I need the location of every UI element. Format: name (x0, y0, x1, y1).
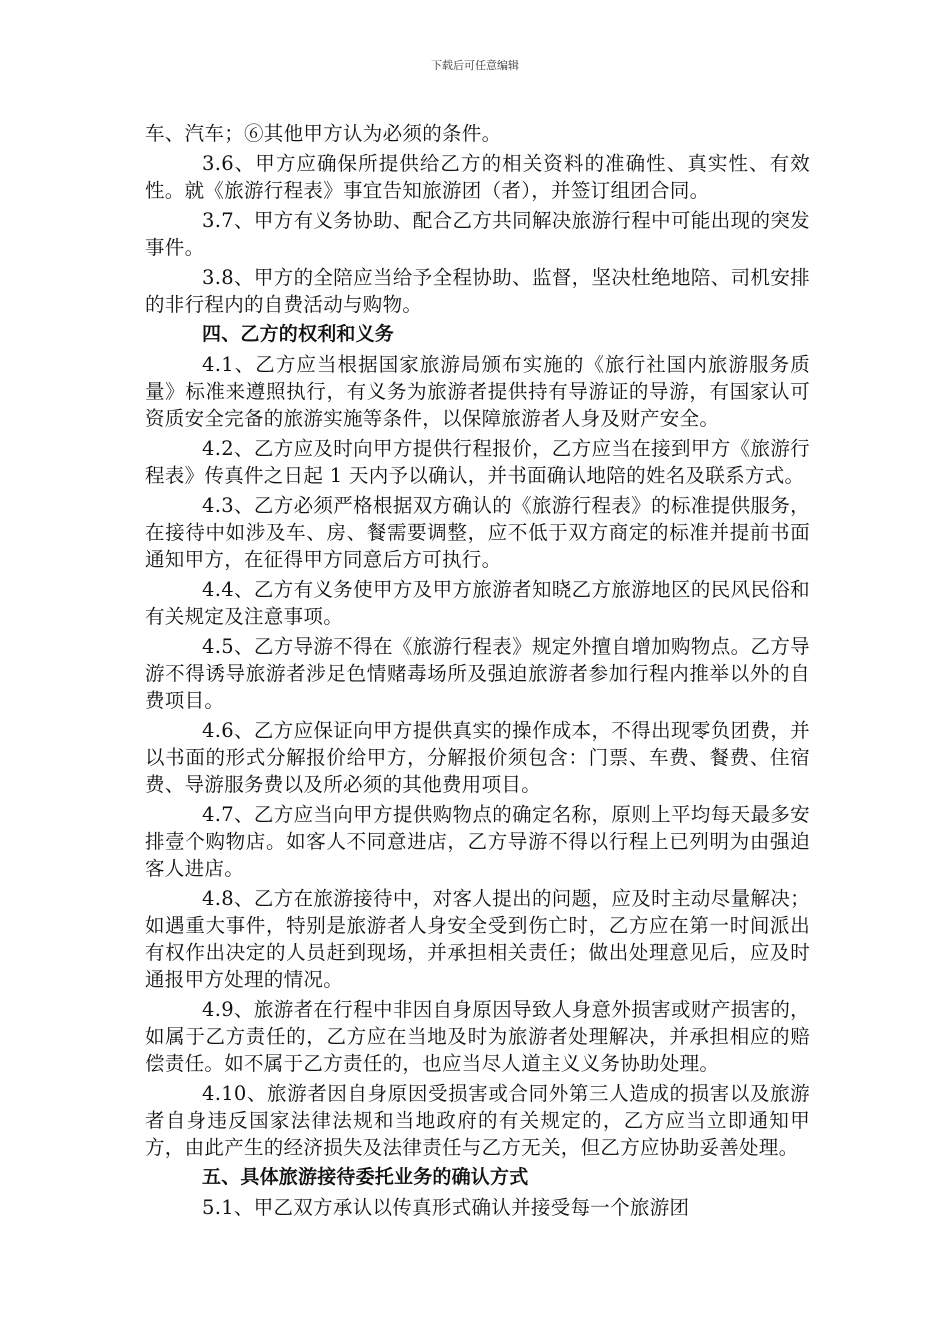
clause-4-10: 4.10、旅游者因自身原因受损害或合同外第三人造成的损害以及旅游者自身违反国家法律法规和当地政府的有关规定的，乙方应当立即通知甲方，由此产生的经济损失及法律责任与乙方无关，但乙方应协助妥善处理。 (145, 1082, 810, 1159)
clause-3-8: 3.8、甲方的全陪应当给予全程协助、监督，坚决杜绝地陪、司机安排的非行程内的自费活动与购物。 (145, 266, 810, 316)
paragraph-continuation: 车、汽车；⑥其他甲方认为必须的条件。 (145, 122, 502, 145)
section-heading-4: 四、乙方的权利和义务 (202, 323, 395, 345)
clause-4-6: 4.6、乙方应保证向甲方提供真实的操作成本，不得出现零负团费，并以书面的形式分解报价给甲方，分解报价须包含：门票、车费、餐费、住宿费、导游服务费以及所必须的其他费用项目。 (145, 719, 810, 796)
clause-4-5: 4.5、乙方导游不得在《旅游行程表》规定外擅自增加购物点。乙方导游不得诱导旅游者涉足色情赌毒场所及强迫旅游者参加行程内推举以外的自费项目。 (145, 635, 810, 712)
clause-4-3: 4.3、乙方必须严格根据双方确认的《旅游行程表》的标准提供服务，在接待中如涉及车、房、餐需要调整，应不低于双方商定的标准并提前书面通知甲方，在征得甲方同意后方可执行。 (145, 494, 810, 571)
clause-4-4: 4.4、乙方有义务使甲方及甲方旅游者知晓乙方旅游地区的民风民俗和有关规定及注意事项。 (145, 578, 810, 628)
clause-3-7: 3.7、甲方有义务协助、配合乙方共同解决旅游行程中可能出现的突发事件。 (145, 209, 810, 259)
page-header-note: 下载后可任意编辑 (431, 59, 519, 72)
clause-4-7: 4.7、乙方应当向甲方提供购物点的确定名称，原则上平均每天最多安排壹个购物店。如客人不同意进店，乙方导游不得以行程上已列明为由强迫客人进店。 (145, 803, 810, 880)
clause-4-8: 4.8、乙方在旅游接待中，对客人提出的问题，应及时主动尽量解决；如遇重大事件，特别是旅游者人身安全受到伤亡时，乙方应在第一时间派出有权作出决定的人员赶到现场，并承担相关责任；做出处理意见后，应及时通报甲方处理的情况。 (145, 887, 810, 991)
section-heading-5: 五、具体旅游接待委托业务的确认方式 (202, 1166, 529, 1188)
clause-5-1: 5.1、甲乙双方承认以传真形式确认并接受每一个旅游团 (202, 1196, 690, 1219)
clause-4-9: 4.9、旅游者在行程中非因自身原因导致人身意外损害或财产损害的，如属于乙方责任的，乙方应在当地及时为旅游者处理解决，并承担相应的赔偿责任。如不属于乙方责任的，也应当尽人道主义义务协助处理。 (145, 998, 810, 1075)
clause-3-6: 3.6、甲方应确保所提供给乙方的相关资料的准确性、真实性、有效性。就《旅游行程表》事宜告知旅游团（者），并签订组团合同。 (145, 152, 810, 202)
document-body (145, 120, 810, 1224)
clause-4-1: 4.1、乙方应当根据国家旅游局颁布实施的《旅行社国内旅游服务质量》标准来遵照执行，有义务为旅游者提供持有导游证的导游，有国家认可资质安全完备的旅游实施等条件，以保障旅游者人身及财产安全。 (145, 353, 810, 430)
clause-4-2: 4.2、乙方应及时向甲方提供行程报价，乙方应当在接到甲方《旅游行程表》传真件之日起 1 天内予以确认，并书面确认地陪的姓名及联系方式。 (145, 437, 810, 487)
